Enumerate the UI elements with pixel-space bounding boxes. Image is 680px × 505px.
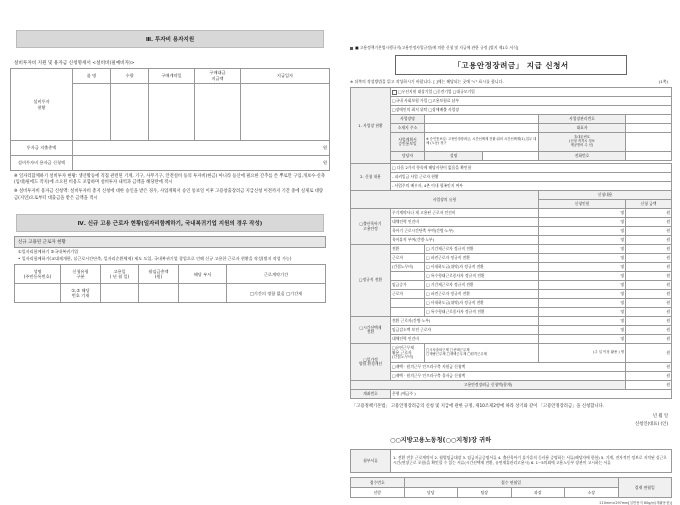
manager-name-field[interactable] — [483, 152, 539, 161]
phone-label: 휴대폰번호 (신청 적격시 정보 제공받의 수 신) — [539, 133, 626, 152]
col-qty: 수량 — [111, 69, 149, 84]
section4-heading: Ⅳ. 신규 고용 근로자 현황(일자리함께하기, 국내복귀기업 지원의 경우 작성) — [16, 214, 324, 232]
group-maternity[interactable]: □출산육아기 고용안정 — [351, 209, 391, 245]
col-paid-amount: 구매대금 지급액 — [195, 69, 241, 84]
amount-field[interactable]: 원 — [626, 254, 672, 263]
mgmt-no-field[interactable] — [626, 115, 672, 124]
confirm-sub2: - 사업주의 배우자, 4촌 이내 혈족인지 여부 — [391, 182, 672, 191]
amount-field[interactable]: 원 — [626, 227, 672, 236]
amount-field[interactable]: 원 — [626, 272, 672, 281]
insurance-options[interactable] — [391, 97, 672, 106]
note-item: ※ 일자리함께하기 설비투자 현황: 생산활동에 직접 관련된 기계, 기구, 사무기구, 안전설비 등의 투자비(현금) 아니라 등산에 필요한 간추를 쓴 뿌로만 구입,개보수·신축(임대)필에도 작지(에 소요된 비용도 포함하며 설비투자 내역과 금액을 해당란에 적시 — [14, 174, 325, 186]
manager-tel-label: 전화번호 — [539, 152, 626, 161]
req-sub: 근로자 — [391, 254, 425, 263]
form-note-text: ※ 뒤쪽의 작성방법을 읽고 작성하시기 바랍니다. [ ]에는 해당되는 곳에 "√" 표시를 합니다. — [350, 79, 504, 84]
people-field[interactable]: 명 — [539, 317, 626, 326]
approval-sun: 선람 — [351, 488, 405, 498]
people-field[interactable]: 명 — [539, 218, 626, 227]
people-field[interactable]: 명 — [539, 308, 626, 317]
col-item: 품 명 — [73, 69, 111, 84]
col-name: 성명 (주민등록번호) — [15, 265, 61, 284]
confirm-line[interactable]: □ 다음 2가지 항목에 해당사항이 없음을 확인함 — [391, 164, 672, 173]
amount-field[interactable]: 원 — [626, 372, 672, 381]
new-hire-subtitle: 신규 고용된 근로자 현황 — [14, 236, 326, 248]
people-field[interactable]: 명 — [539, 281, 626, 290]
approval-team: 팀장 — [458, 488, 512, 498]
ceo-label: 대표자 — [539, 124, 626, 133]
left-page — [0, 0, 340, 481]
group-worklife[interactable]: □일가정 양립 환경개선 — [351, 344, 391, 381]
loan-request-label: 설비투자비 용자금 신청액 — [11, 156, 73, 171]
flex-work-options[interactable]: □시차출퇴근제 □선택근무제 □재량근무제 □재택근무제 □원격근무제 — [425, 344, 539, 363]
infra-grant[interactable]: □재택 · 원격근무 인프라구축 지원금 신청액 — [391, 363, 626, 372]
col-request: 신청내용 — [539, 191, 672, 200]
req-item: 대체인력 인건비 — [391, 218, 539, 227]
type-cell[interactable]: ①,② 해당 번호 기재 — [61, 284, 101, 303]
plan-date-label: 사업계획서 승인통보일 — [391, 133, 425, 152]
req-item: 전환 근로자(간병·노부) — [391, 317, 539, 326]
col-type: 신청유형 구분 — [61, 265, 101, 284]
paper-spec: 210mm×297mm[일반용지 60g/㎡(재활용품)] — [599, 501, 672, 505]
people-field[interactable]: 명 — [539, 263, 626, 272]
col-dept: 해당 부서 — [179, 265, 227, 284]
address-field[interactable] — [425, 124, 539, 133]
amount-field[interactable]: 원 — [626, 308, 672, 317]
req-sub — [391, 272, 425, 281]
req-item[interactable]: □ 특수형태근로종사자 정규직 전환 — [425, 308, 539, 317]
flex-work-label[interactable]: □유연근무제 활용 근로자 (간접노무비) — [391, 344, 425, 363]
company-name-label: 사업장명 — [391, 115, 425, 124]
form-note — [350, 79, 672, 85]
approval-staff: 담당 — [404, 488, 458, 498]
application-form-table — [350, 87, 672, 399]
qty-cell[interactable] — [111, 84, 149, 141]
insurance-text: □국내 사회보험 가입 □고용보험료 납부 — [392, 98, 460, 103]
req-item: 대체인력 인건비 — [391, 335, 539, 344]
phone-field[interactable] — [626, 133, 672, 152]
req-item[interactable]: □ 파견근로자 정규직 전환 — [425, 290, 539, 299]
address-label: 소재지 주소 — [391, 124, 425, 133]
dept-cell[interactable] — [179, 284, 227, 303]
people-field[interactable]: 명 — [539, 335, 626, 344]
amount-field[interactable]: 원 — [626, 335, 672, 344]
approval-date-label: 결재 연월일 — [618, 478, 672, 498]
form-header-text: ■ 고용정책기본법시행규칙(고용안정사업규정)에 의한 신청 및 지급에 관한 규정 [별지 제1호 서식] — [355, 45, 519, 50]
confirm-sub1: - 피켜일금 사업 근로자 현황 — [391, 173, 672, 182]
disability-options[interactable] — [391, 106, 672, 115]
amount-field[interactable]: 원 — [626, 317, 672, 326]
people-field[interactable]: 명 — [539, 326, 626, 335]
manager-tel-field[interactable] — [626, 152, 672, 161]
col-amount: 신청 금액 — [626, 200, 672, 209]
amount-field[interactable]: 원 — [626, 281, 672, 290]
manager-label: 담당자 — [391, 152, 425, 161]
req-sub — [391, 299, 425, 308]
amount-field[interactable]: 원 — [626, 290, 672, 299]
section2-label: 2. 신청 내용 — [351, 164, 391, 191]
loan-table-caption: 설비투자비 지원 및 용자금 신청명세서 <설비비(필예비자)> — [14, 61, 135, 66]
name-cell[interactable] — [15, 284, 61, 303]
amount-field[interactable]: 원 — [626, 344, 672, 363]
company-type-text: □우선지원 대상기업 □중견기업 □대규모기업 — [398, 89, 475, 94]
amount-field[interactable]: 원 — [626, 263, 672, 272]
office-addressee: ○○지방고용노동청(○○지청)장 귀하 — [390, 437, 492, 445]
people-field[interactable]: 명 — [539, 236, 626, 245]
total-spent-label: 투자금 지출총액 — [11, 141, 73, 156]
receipt-no-label: 접수번호 — [351, 478, 405, 488]
invest-status-label: 설비투자 현황 — [11, 69, 73, 141]
col-wage: 월임금총액 (원) — [139, 265, 179, 284]
right-page — [340, 0, 680, 505]
total-spent-value[interactable]: 원 — [73, 141, 330, 156]
req-sub: (간접노무비) — [391, 263, 425, 272]
company-type-options[interactable] — [391, 88, 672, 97]
form-title: 「고용안정장려금」 지급 신청서 — [395, 55, 627, 75]
processing-table — [350, 477, 672, 498]
people-field[interactable]: 명 — [539, 254, 626, 263]
req-sub: 임금증가 — [391, 281, 425, 290]
checkbox-icon[interactable] — [392, 90, 397, 95]
people-field[interactable]: 명 — [539, 299, 626, 308]
people-field[interactable]: 명 — [539, 290, 626, 299]
notes-block — [14, 174, 326, 202]
hire-date-cell[interactable] — [101, 284, 139, 303]
approval-section: 과장 — [511, 488, 565, 498]
bank-field[interactable]: 은행 (예금주 ) — [391, 390, 672, 399]
bullet-square-icon — [350, 47, 353, 50]
people-field[interactable]: 명 — [539, 245, 626, 254]
amount-field[interactable]: 원 — [626, 218, 672, 227]
req-sub — [391, 308, 425, 317]
attachments-table — [350, 449, 672, 473]
applicant-signature[interactable]: 신청인(대표) (인) — [635, 422, 668, 428]
total-label: 고용안정장려금 신청액(합계) — [351, 381, 626, 390]
req-item[interactable]: □ 기간제근로자 정규직 전환 — [425, 245, 539, 254]
req-sub: 전환 — [391, 245, 425, 254]
amount-field[interactable]: 원 — [626, 363, 672, 372]
req-item: 무기계약사나 재 고용된 근로자 인건비 — [391, 209, 539, 218]
receipt-date-label: 접수 연월일 — [404, 478, 618, 488]
bank-label: 계좌번호 — [351, 390, 391, 399]
section3-heading: Ⅲ. 투자비 용자지원 — [16, 30, 324, 48]
approval-head: 소장 — [565, 488, 619, 498]
req-item[interactable]: □ 사내하도급(위탁)자 정규직 전환 — [425, 299, 539, 308]
note-item: ※ 설비투자비 용자금 신청액: 설비투자비 총지 신청에 대한 승인을 받은 경우, 사업계획서 승인 통보일 이후 고용창출장려금 지급신청 이전까지 기간 중에 실제로 대량금(지연)으로부터 대출금을 받은 금액을 적시 — [14, 189, 324, 201]
loan-request-value[interactable]: 원 — [73, 156, 330, 171]
amount-field[interactable]: 원 — [626, 326, 672, 335]
group-parttime[interactable]: □시간선택제 전환 — [351, 317, 391, 344]
amount-field[interactable]: 원 — [626, 245, 672, 254]
contract-term-cell[interactable]: □기간의 정함 없음 □기간제 — [227, 284, 326, 303]
type-legend: ①일자리함께하기 ②국내복귀기업 — [18, 248, 79, 254]
ceo-field[interactable] — [626, 124, 672, 133]
people-field[interactable]: 명 — [539, 227, 626, 236]
req-item: 육아휴직 부여(간병·노부) — [391, 236, 539, 245]
total-amount-field[interactable]: 원 — [626, 381, 672, 390]
item-cell[interactable] — [73, 84, 111, 141]
new-hire-table — [14, 264, 326, 303]
amount-field[interactable]: 원 — [626, 236, 672, 245]
attachments-text: 1. 전환 전후 근로계약서 2. 월별임금대장 3. 임금지급증명서류 4. 출산육아기 휴가휴직 등사용 증명하는 서류(해당자에 한함) 5. 기계, 전자적인 정보로 지적된 실근로시간(연장근로 포함)을 확인할 수 있는 서류(시간선택제 전환, 유연제휴관리고용시) 6. 1~5의외에 고용노동부 장관이 고시하는 서류 — [391, 450, 672, 473]
attachments-label: 첨부서류 — [351, 450, 391, 473]
form-header — [350, 45, 672, 51]
req-item: 임금감소액 보전 근로자 — [391, 326, 539, 335]
col-pay-date: 지급일자 — [241, 69, 330, 84]
col-contract-date: 구매계약일 — [149, 69, 195, 84]
req-item[interactable]: □ 특수형태근로종사자 정규직 전환 — [425, 272, 539, 281]
manager-name-label: 성명 — [425, 152, 483, 161]
req-item: 육아기 근로시간단축 부여(간병·노부) — [391, 227, 539, 236]
flex-work-days[interactable]: (주 일 이상 활용 ) 명 — [539, 344, 626, 363]
amount-field[interactable]: 원 — [626, 299, 672, 308]
declaration: 「고용정책기본법」 고용안정장려금의 신청 및 지급에 관한 규정, 제10조제2항에 따라 상기와 같이 「고용안정장려금」을 신청합니다. — [352, 404, 605, 409]
wage-cell[interactable] — [139, 284, 179, 303]
company-name-field[interactable] — [425, 115, 539, 124]
req-item[interactable]: □ 기간제근로자 정규직 전환 — [425, 281, 539, 290]
pay-date-cell[interactable] — [241, 84, 330, 141]
req-item[interactable]: □ 파견근로자 정규직 전환 — [425, 254, 539, 263]
page-mark: (1쪽) — [658, 79, 668, 84]
plan-date-field[interactable]: ※ 승인통보일: 고용안정장려금, 시간선택제 전환·위의 시간선택제(1),업무 대체 (노동) 청구 — [425, 133, 539, 152]
paid-amount-cell[interactable] — [195, 84, 241, 141]
disability-text: □장애인의 최저 위탁 □장애배출 사업장 — [392, 107, 460, 112]
col-company-type: 사업장의 유형 — [351, 191, 539, 209]
req-item[interactable]: □ 사내하도급(위탁)자 정규직 전환 — [425, 263, 539, 272]
section1-label: 1. 사업장 현황 — [351, 88, 391, 164]
type-instruction: • 일자리함께하기(교대제개편, 실근로시간단축, 일자리순환체제) 제도 도입, 국내복귀기업 창업으로 인해 신규 고용한 근로자 현황을 작성(별지 작성 가능) — [18, 255, 292, 261]
col-hire-date: 고용일 ( 년 월 일) — [101, 265, 139, 284]
req-sub: 근로자 — [391, 290, 425, 299]
people-field[interactable]: 명 — [539, 209, 626, 218]
amount-field[interactable]: 원 — [626, 209, 672, 218]
col-contract-term: 근로계약기간 — [227, 265, 326, 284]
infra-loan[interactable]: □재택 · 원격근무 인프라구축 융자금 신청액 — [391, 372, 626, 381]
contract-date-cell[interactable] — [149, 84, 195, 141]
people-field[interactable]: 명 — [539, 272, 626, 281]
apply-date[interactable]: 년 월 일 — [652, 414, 668, 420]
col-people: 신청인원 — [539, 200, 626, 209]
mgmt-no-label: 사업장관리번호 — [539, 115, 626, 124]
investment-table — [10, 68, 330, 171]
group-regular-conversion[interactable]: □정규직 전환 — [351, 245, 391, 317]
